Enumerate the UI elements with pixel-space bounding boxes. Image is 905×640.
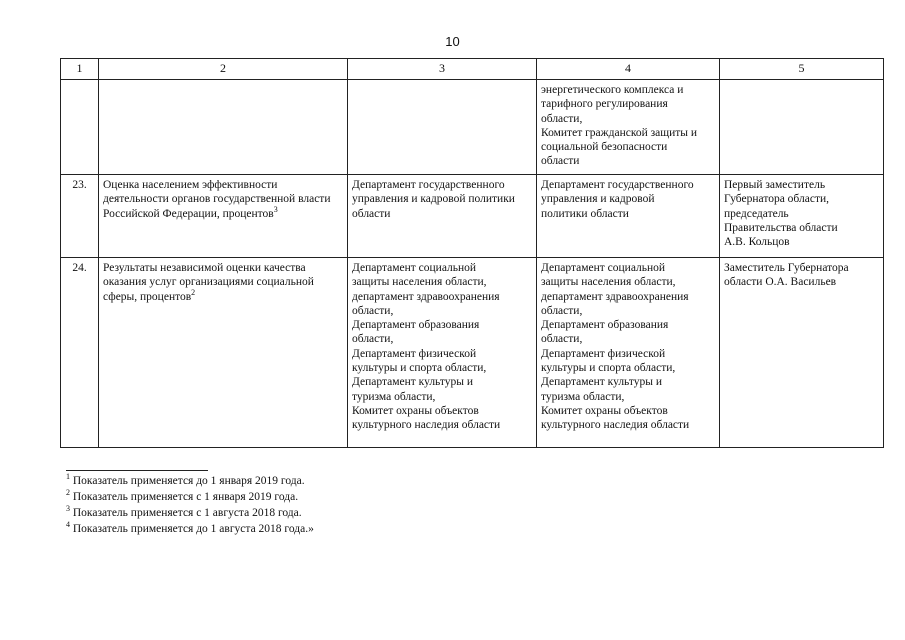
curator-cell: Первый заместитель Губернатора области, председатель Правительства области А.В. Кольцов (720, 175, 884, 258)
header-row (61, 59, 884, 80)
footnote-divider (66, 470, 208, 471)
footnote: $^3$ Показатель применяется с 1 августа 2018 года. (66, 504, 302, 519)
header-col-4: 4 (537, 59, 720, 80)
row-number (61, 80, 99, 175)
responsible-department-cell: Департамент социальной защиты населения области, департамент здравоохранения области, Департамент образования области, Департамент физической культуры и спорта области, Департамент культуры и туризма области, Комитет охраны объектов культурного наследия области (348, 258, 537, 448)
row-number: 23. (61, 175, 99, 258)
table-row (61, 258, 884, 448)
indicator-cell: Результаты независимой оценки качества оказания услуг организациями социальной сферы, процентов$^2$ (99, 258, 348, 448)
indicator-cell (99, 80, 348, 175)
indicators-table (60, 58, 884, 448)
header-col-3: 3 (348, 59, 537, 80)
header-col-5: 5 (720, 59, 884, 80)
co-executor-cell: Департамент социальной защиты населения области, департамент здравоохранения области, Департамент образования области, Департамент физической культуры и спорта области, Департамент культуры и туризма области, Комитет охраны объектов культурного наследия области (537, 258, 720, 448)
footnotes (66, 473, 314, 537)
curator-cell (720, 80, 884, 175)
table-row (61, 175, 884, 258)
co-executor-cell: энергетического комплекса и тарифного регулирования области, Комитет гражданской защиты и социальной безопасности области (537, 80, 720, 175)
curator-cell: Заместитель Губернатора области О.А. Васильев (720, 258, 884, 448)
responsible-department-cell (348, 80, 537, 175)
co-executor-cell: Департамент государственного управления и кадровой политики области (537, 175, 720, 258)
footnote: $^2$ Показатель применяется с 1 января 2019 года. (66, 488, 299, 503)
responsible-department-cell: Департамент государственного управления и кадровой политики области (348, 175, 537, 258)
footnote: $^1$ Показатель применяется до 1 января 2019 года. (66, 472, 305, 487)
row-number: 24. (61, 258, 99, 448)
indicator-cell: Оценка населением эффективности деятельности органов государственной власти Российской Федерации, процентов$^3$ (99, 175, 348, 258)
footnote: $^4$ Показатель применяется до 1 августа 2018 года.» (66, 520, 314, 535)
table-row (61, 80, 884, 175)
header-col-1: 1 (61, 59, 99, 80)
header-col-2: 2 (99, 59, 348, 80)
page-number: 10 (445, 34, 460, 49)
